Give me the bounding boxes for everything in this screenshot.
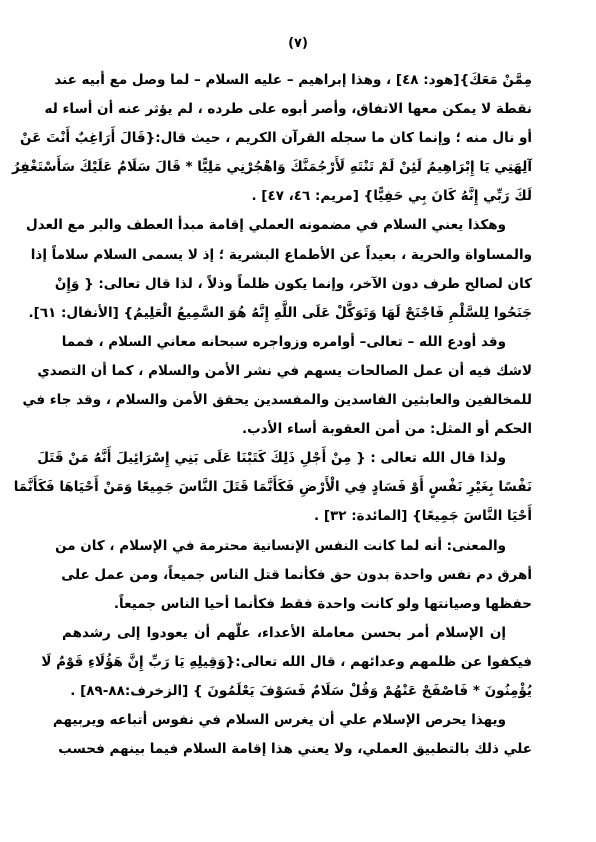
paragraph-commands bbox=[22, 328, 532, 444]
text-line: حفظها وصيانتها ولو كانت واحدة فقط فكأنما أحيا الناس جميعاً. bbox=[113, 595, 532, 612]
text-line: كان لصالح طرف دون الآخر، وإنما يكون ظلماً وذلاً ، لذا قال تعالى: { وَإِنْ bbox=[54, 275, 532, 292]
text-line: والمعنى: أنه لما كانت النفس الإنسانية محترمة في الإسلام ، كان من bbox=[55, 537, 506, 554]
text-line: وهكذا يعني السلام في مضمونه العملي إقامة مبدأ العطف والبر مع العدل bbox=[26, 217, 506, 234]
text-line: علي ذلك بالتطبيق العملي، ولا يعني هذا إقامة السلام فيما بينهم فحسب bbox=[58, 741, 532, 758]
text-line: الحكم أو المثل: من أمن العقوبة أساء الأدب. bbox=[241, 421, 532, 438]
paragraph-peace-meaning bbox=[26, 211, 532, 327]
text-line: لَكَ رَبِّي إِنَّهُ كَانَ بِي حَفِيًّا} [مريم: ٤٦، ٤٧] . bbox=[251, 188, 532, 205]
text-line: لاشك فيه أن عمل الصالحات يسهم في نشر الأمن والسلام ، كما أن التصدي bbox=[37, 362, 532, 379]
text-line: يُؤْمِنُونَ * فَاصْفَحْ عَنْهُمْ وَقُلْ سَلَامٌ فَسَوْفَ يَعْلَمُونَ } [الزخرف:٨٨-٨٩] . bbox=[70, 682, 532, 699]
text-line: أهرق دم نفس واحدة بدون حق فكأنما قتل الناس جميعاً، ومن عمل على bbox=[61, 566, 532, 583]
text-line: أَحْيَا النَّاسَ جَمِيعًا} [المائدة: ٣٢] . bbox=[314, 508, 532, 525]
text-line: ولذا قال الله تعالى : { مِنْ أَجْلِ ذَلِكَ كَتَبْنَا عَلَى بَنِي إِسْرَائِيلَ أَنَّهُ مَنْ قَتَلَ bbox=[37, 450, 506, 467]
text-line: للمخالفين والعابثين الفاسدين والمفسدين يحقق الأمن والسلام ، وقد جاء في bbox=[22, 392, 532, 409]
paragraph-ibrahim bbox=[11, 66, 532, 211]
text-line: إن الإسلام أمر بحسن معاملة الأعداء، علّهم أن يعودوا إلى رشدهم bbox=[62, 624, 506, 641]
text-line: والمساواة والحرية ، بعيداً عن الأطماع البشرية ؛ إذ لا يسمى السلام سلاماً إذا bbox=[30, 246, 532, 263]
text-line: نقطة لا يمكن معها الاتفاق، وأصر أبوه على طرده ، لم يؤثر عنه أن أساء له bbox=[44, 101, 532, 118]
paragraph-meaning bbox=[55, 532, 532, 619]
text-line: جَنَحُوا لِلسَّلْمِ فَاجْنَحْ لَهَا وَتَوَكَّلْ عَلَى اللَّهِ إِنَّهُ هُوَ السَّمِيعُ الْعَلِيمُ} [الأنفال: ٦١]. bbox=[28, 304, 532, 321]
paragraph-maidah-verse bbox=[13, 444, 532, 531]
text-line: نَفْسًا بِغَيْرِ نَفْسٍ أَوْ فَسَادٍ فِي الْأَرْضِ فَكَأَنَّمَا قَتَلَ النَّاسَ جَمِيعًا وَمَنْ أَحْيَاهَا فَكَأَنَّمَا bbox=[13, 479, 532, 496]
text-line: أو نال منه ؛ وإنما كان ما سجله القرآن الكريم ، حيث قال:{قَالَ أَرَاغِبٌ أَنْتَ عَنْ bbox=[20, 130, 532, 147]
text-line: آلِهَتِي يَا إِبْرَاهِيمُ لَئِنْ لَمْ تَنْتَهِ لَأَرْجُمَنَّكَ وَاهْجُرْنِي مَلِيًّا * قَالَ سَلَامٌ عَلَيْكَ سَأَسْتَغْفِرُ bbox=[11, 159, 532, 176]
text-line: ويهذا يحرص الإسلام علي أن يغرس السلام في نفوس أتباعه ويربيهم bbox=[52, 712, 506, 729]
body-text bbox=[11, 66, 532, 764]
paragraph-conclusion bbox=[52, 706, 532, 764]
text-line: فيكفوا عن ظلمهم وعدائهم ، قال الله تعالى:{وَقِيلِهِ يَا رَبِّ إِنَّ هَؤُلَاءِ قَوْمٌ لَا bbox=[41, 653, 532, 670]
text-line: مِمَّنْ مَعَكَ}[هود: ٤٨] ، وهذا إبراهيم – عليه السلام – لما وصل مع أبيه عند bbox=[54, 72, 532, 88]
page-number: (٧) bbox=[288, 36, 308, 51]
paragraph-enemies bbox=[41, 619, 532, 706]
text-line: وقد أودع الله – تعالى– أوامره وزواجره سبحانه معاني السلام ، فمما bbox=[61, 333, 506, 350]
